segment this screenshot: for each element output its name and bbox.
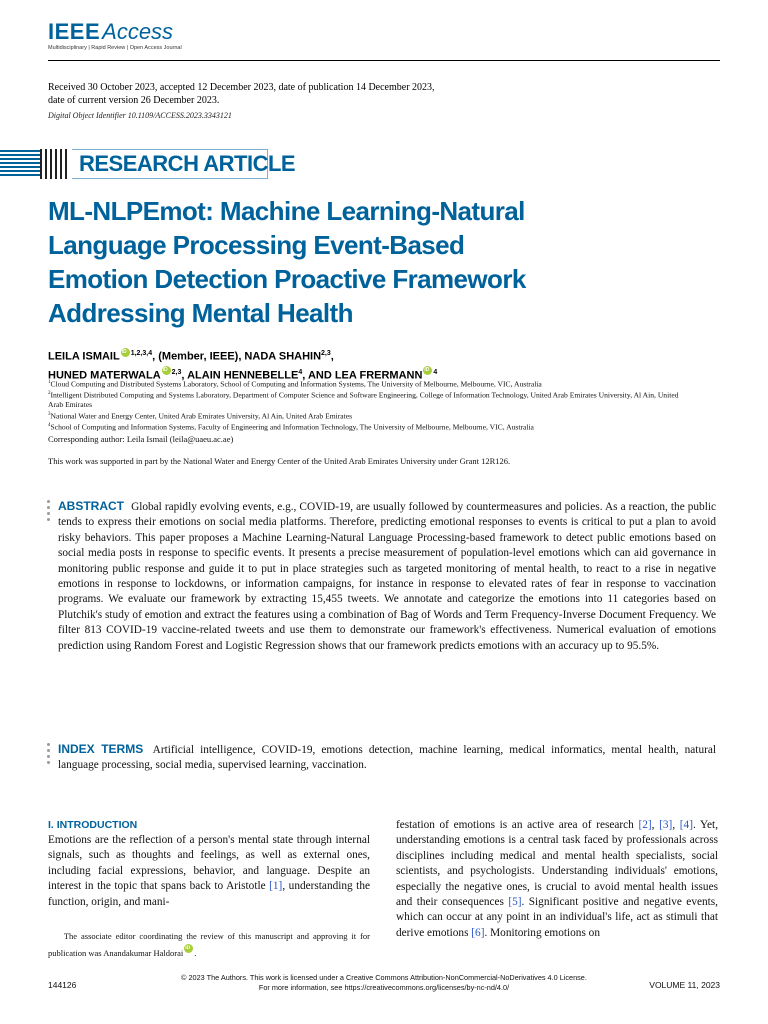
volume-label: VOLUME 11, 2023: [649, 980, 720, 990]
affiliation-text: National Water and Energy Center, United Arab Emirates University, Al Ain, United Arab Emirates: [50, 411, 353, 421]
abstract-text: Global rapidly evolving events, e.g., COVID-19, are usually followed by countermeasures and policies. As a reaction, the public tends to express their emotions on social media platforms. Therefore, predicting emotional responses to events is critical to put a plan to avoid risky behaviors. This paper proposes a Machine Learning-Natural Language Processing-based framework to detect public emotions based on social media posts in response to specific events. It presents a precise measurement of population-level emotions which can aid governance in monitoring public response and guide it to put in place strategies such as targeted monitoring of mental health, to react to a rise in negative emotions in response to lockdowns, or information campaigns, for instance in response to elevated rates of fear in response to vaccination programs. We evaluate our framework by extracting 15,455 tweets. We annotate and categorize the emotions into 11 categories based on Plutchik's study of emotion and extract the features using a combination of Bag of Words and Term Frequency-Inverse Document Frequency. We filter 813 COVID-19 vaccine-related tweets and use them to demonstrate our framework's effectiveness. Numerical evaluation of emotions prediction using Random Forest and Logistic Regression shows that our framework predicts emotions with an accuracy up to 95.5%.: [58, 501, 716, 652]
index-terms-text: Artificial intelligence, COVID-19, emotions detection, machine learning, medical informatics, mental health, natural language processing, social media, supervised learning, vaccination.: [58, 744, 717, 772]
intro-text: Emotions are the reflection of a person's mental state through internal signals, such as thoughts and feelings, as well as external ones, including facial expressions, behavior, and language. Despite an interest in the topic that spans back to Aristotle: [48, 834, 370, 893]
affiliation-number: 2: [48, 391, 51, 397]
author-separator: , ALAIN HENNEBELLE: [181, 369, 299, 382]
section-heading: I. INTRODUCTION: [48, 819, 138, 831]
author-note: , (Member, IEEE), NADA SHAHIN: [152, 350, 322, 363]
abstract-label: ABSTRACT: [58, 499, 124, 513]
logo-ieee: IEEE: [48, 19, 101, 44]
intro-text: , understanding the function, origin, and mani-: [48, 880, 370, 908]
affiliation-number: 1: [48, 380, 51, 385]
banner-bars: [40, 149, 70, 179]
abstract-dots: [47, 500, 51, 524]
logo-access: Access: [102, 19, 174, 44]
citation-link[interactable]: [5]: [508, 896, 522, 909]
author-separator: , AND LEA FRERMANN: [302, 369, 423, 382]
affiliations: [48, 378, 688, 432]
index-terms-dots: [47, 743, 51, 767]
orcid-icon[interactable]: [121, 348, 130, 357]
banner-stripes: [0, 150, 40, 178]
intro-right-column: festation of emotions is an active area of research [2], [3], [4]. Yet, understanding emotions is a central task faced by professionals across disciplines including medical and mental health specialists, social scientists, and psychologists. Understanding individuals' emotions, especially the negative ones, is crucial to avoid mental health issues and their consequences [5]. Significant positive and negative events, which can occur at any point in an individual's life, act as stimuli that derive emotions [6]. Monitoring emotions on: [396, 819, 719, 939]
funding-note: This work was supported in part by the National Water and Energy Center of the United Arab Emirates University under Grant 12R126.: [48, 456, 511, 466]
citation-link[interactable]: [6]: [471, 926, 485, 939]
author-affil-sup: 4: [298, 368, 303, 376]
affiliation-number: 4: [48, 422, 51, 428]
citation-link[interactable]: [1]: [269, 880, 283, 893]
dates-line-1: Received 30 October 2023, accepted 12 December 2023, date of publication 14 December 2023,: [48, 82, 435, 93]
author-affil-sup: 4: [433, 368, 438, 376]
abstract: [58, 499, 716, 654]
author-separator: ,: [330, 350, 334, 363]
intro-left-column: [48, 833, 370, 910]
dates-line-2: date of current version 26 December 2023.: [48, 94, 220, 106]
header-rule: [48, 60, 720, 61]
article-type-label: RESEARCH ARTICLE: [79, 151, 296, 176]
doi: Digital Object Identifier 10.1109/ACCESS.2023.3343121: [48, 111, 232, 120]
index-terms-label: INDEX TERMS: [58, 742, 144, 756]
affiliation-text: Intelligent Distributed Computing and Systems Laboratory, Department of Computer Science and Software Engineering, College of Information Technology, United Arab Emirates University, Al Ain, United Arab Emirates: [48, 390, 679, 410]
intro-text: . Significant positive and negative events, which can occur at any point in an individual's life, act as stimuli that derive emotions: [396, 896, 718, 939]
footnote-text: The associate editor coordinating the review of this manuscript and approving it for publication was Anandakumar Haldorai: [48, 931, 370, 958]
editor-footnote: The associate editor coordinating the review of this manuscript and approving it for publication was Anandakumar Haldorai iD .: [48, 929, 370, 961]
affiliation-item: [48, 410, 688, 421]
index-terms: [58, 742, 716, 774]
citation-link[interactable]: [3]: [659, 819, 673, 831]
intro-text: . Monitoring emotions on: [484, 926, 600, 939]
author-affil-sup: 2,3: [321, 350, 331, 357]
journal-logo: [48, 20, 173, 44]
corresponding-author: Corresponding author: Leila Ismail (leila@uaeu.ac.ae): [48, 434, 234, 444]
license-line-1: © 2023 The Authors. This work is licensed under a Creative Commons Attribution-NonCommercial-NoDerivatives 4.0 License.: [181, 973, 587, 982]
affiliation-item: [48, 378, 688, 389]
intro-text: festation of emotions is an active area of research: [396, 819, 639, 831]
intro-text: . Yet, understanding emotions is a central task faced by professionals across disciplines including medical and mental health specialists, social scientists, and psychologists. Understanding individuals' emotions, especially the negative ones, is crucial to avoid mental health issues and their consequences: [396, 819, 719, 909]
citation-link[interactable]: [2]: [638, 819, 652, 831]
article-title: ML-NLPEmot: Machine Learning-Natural Language Processing Event-Based Emotion Detection Proactive Framework Addressing Mental Health: [48, 196, 526, 328]
logo-tagline: Multidisciplinary | Rapid Review | Open Access Journal: [48, 45, 182, 51]
affiliation-text: Cloud Computing and Distributed Systems Laboratory, School of Computing and Information Systems, The University of Melbourne, Melbourne, VIC, Australia: [50, 379, 542, 389]
license-line-2[interactable]: For more information, see https://creativecommons.org/licenses/by-nc-nd/4.0/: [258, 983, 510, 992]
affiliation-text: School of Computing and Information Systems, Faculty of Engineering and Information Technology, The University of Melbourne, Melbourne, VIC, Australia: [50, 422, 534, 432]
orcid-icon[interactable]: [184, 944, 193, 953]
author-affil-sup: 2,3: [171, 368, 182, 376]
page-number: 144126: [48, 980, 77, 990]
affiliation-item: [48, 421, 688, 432]
affiliation-item: [48, 389, 688, 410]
citation-link[interactable]: [4]: [679, 819, 693, 831]
publication-dates: [48, 82, 508, 107]
orcid-icon[interactable]: [162, 366, 171, 375]
author-name: HUNED MATERWALA: [48, 369, 161, 382]
author-name: LEILA ISMAIL: [48, 350, 120, 363]
affiliation-number: 3: [48, 411, 51, 417]
orcid-icon[interactable]: [423, 366, 432, 375]
author-affil-sup: 1,2,3,4: [130, 350, 153, 357]
